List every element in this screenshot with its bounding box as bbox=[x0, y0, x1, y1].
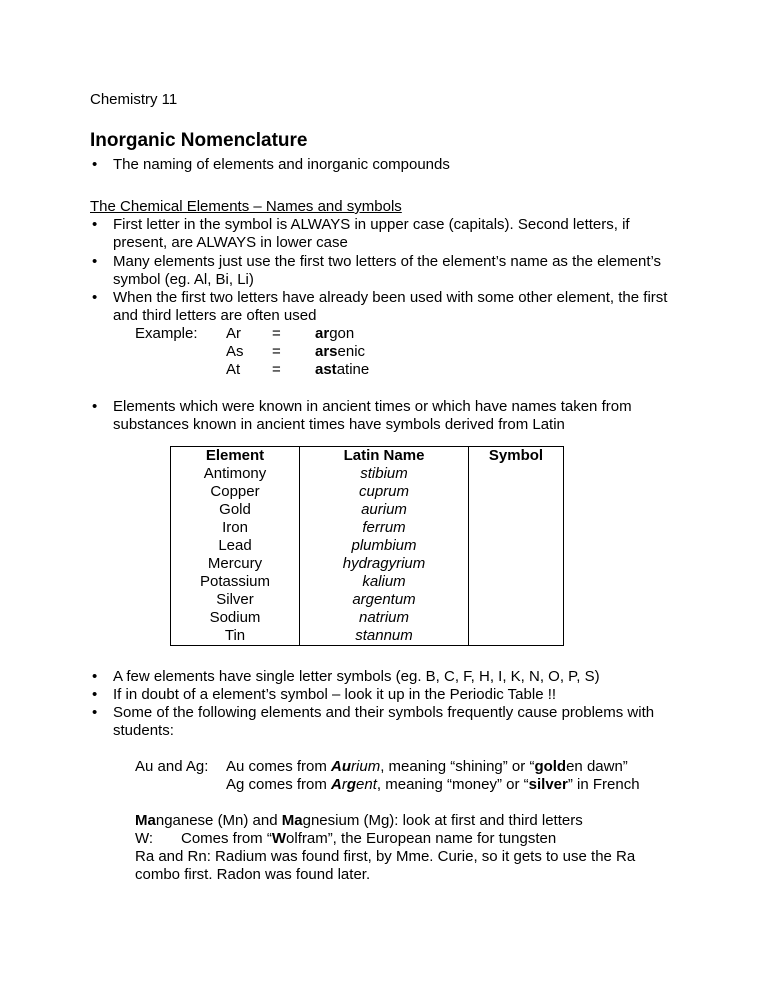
table-row bbox=[171, 627, 564, 646]
cell-latin: stibium bbox=[300, 465, 469, 483]
table-header-row bbox=[171, 447, 564, 466]
cell-latin: ferrum bbox=[300, 519, 469, 537]
table-row bbox=[171, 465, 564, 483]
latin-names-table bbox=[170, 446, 564, 646]
cell-element: Mercury bbox=[171, 555, 300, 573]
table-row bbox=[171, 573, 564, 591]
bullet-dot: • bbox=[92, 686, 98, 703]
more-bullet-1: A few elements have single letter symbols (eg. B, C, F, H, I, K, N, O, P, S) bbox=[113, 668, 600, 685]
example-equals: = bbox=[272, 325, 281, 342]
cell-latin: argentum bbox=[300, 591, 469, 609]
table-row bbox=[171, 501, 564, 519]
cell-symbol bbox=[469, 465, 564, 483]
rule-3-line-1: When the first two letters have already been used with some other element, the first bbox=[113, 289, 668, 306]
cell-symbol bbox=[469, 591, 564, 609]
cell-latin: plumbium bbox=[300, 537, 469, 555]
bullet-dot: • bbox=[92, 289, 98, 306]
au-line: Au comes from Aurium, meaning “shining” or “golden dawn” bbox=[226, 758, 628, 775]
w-label: W: bbox=[135, 830, 154, 847]
more-bullet-3-line-1: Some of the following elements and their symbols frequently cause problems with bbox=[113, 704, 655, 721]
cell-latin: kalium bbox=[300, 573, 469, 591]
table-row bbox=[171, 555, 564, 573]
cell-element: Iron bbox=[171, 519, 300, 537]
cell-element: Tin bbox=[171, 627, 300, 646]
cell-symbol bbox=[469, 627, 564, 646]
cell-element: Copper bbox=[171, 483, 300, 501]
example-name: astatine bbox=[315, 361, 370, 378]
cell-symbol bbox=[469, 609, 564, 627]
bullet-dot: • bbox=[92, 253, 98, 270]
bullet-dot: • bbox=[92, 216, 98, 233]
example-label: Example: bbox=[135, 325, 198, 342]
cell-symbol bbox=[469, 501, 564, 519]
rule-2-line-2: symbol (eg. Al, Bi, Li) bbox=[113, 271, 254, 288]
page-title: Inorganic Nomenclature bbox=[90, 130, 308, 151]
cell-latin: cuprum bbox=[300, 483, 469, 501]
cell-element: Silver bbox=[171, 591, 300, 609]
table-row bbox=[171, 609, 564, 627]
latin-bullet-line-2: substances known in ancient times have symbols derived from Latin bbox=[113, 416, 565, 433]
bullet-dot: • bbox=[92, 704, 98, 721]
table-row bbox=[171, 483, 564, 501]
latin-bullet-line-1: Elements which were known in ancient times or which have names taken from bbox=[113, 398, 632, 415]
header-symbol: Symbol bbox=[469, 447, 564, 466]
example-symbol: As bbox=[226, 343, 244, 360]
bullet-dot: • bbox=[92, 668, 98, 685]
cell-latin: stannum bbox=[300, 627, 469, 646]
rule-2-line-1: Many elements just use the first two letters of the element’s name as the element’s bbox=[113, 253, 662, 270]
cell-latin: aurium bbox=[300, 501, 469, 519]
cell-symbol bbox=[469, 555, 564, 573]
example-equals: = bbox=[272, 361, 281, 378]
cell-element: Sodium bbox=[171, 609, 300, 627]
cell-element: Lead bbox=[171, 537, 300, 555]
rule-3-line-2: and third letters are often used bbox=[113, 307, 317, 324]
rule-1-line-1: First letter in the symbol is ALWAYS in upper case (capitals). Second letters, if bbox=[113, 216, 630, 233]
more-bullet-2: If in doubt of a element’s symbol – look it up in the Periodic Table !! bbox=[113, 686, 557, 703]
cell-symbol bbox=[469, 573, 564, 591]
cell-element: Antimony bbox=[171, 465, 300, 483]
example-symbol: Ar bbox=[226, 325, 241, 342]
w-line: Comes from “Wolfram”, the European name for tungsten bbox=[181, 830, 557, 847]
bullet-dot: • bbox=[92, 156, 98, 173]
example-equals: = bbox=[272, 343, 281, 360]
table-row bbox=[171, 537, 564, 555]
cell-symbol bbox=[469, 483, 564, 501]
cell-symbol bbox=[469, 519, 564, 537]
cell-latin: natrium bbox=[300, 609, 469, 627]
cell-latin: hydragyrium bbox=[300, 555, 469, 573]
header-latin-name: Latin Name bbox=[300, 447, 469, 466]
ra-rn-line-2: combo first. Radon was found later. bbox=[135, 866, 371, 883]
cell-element: Potassium bbox=[171, 573, 300, 591]
more-bullet-3-line-2: students: bbox=[113, 722, 174, 739]
table-row bbox=[171, 519, 564, 537]
cell-symbol bbox=[469, 537, 564, 555]
au-ag-label: Au and Ag: bbox=[135, 758, 209, 775]
intro-bullet-text: The naming of elements and inorganic compounds bbox=[113, 156, 450, 173]
ra-rn-line-1: Ra and Rn: Radium was found first, by Mme. Curie, so it gets to use the Ra bbox=[135, 848, 636, 865]
header-element: Element bbox=[171, 447, 300, 466]
mn-mg-line: Manganese (Mn) and Magnesium (Mg): look at first and third letters bbox=[135, 812, 583, 829]
bullet-dot: • bbox=[92, 398, 98, 415]
course-label: Chemistry 11 bbox=[90, 91, 178, 108]
cell-element: Gold bbox=[171, 501, 300, 519]
section-heading: The Chemical Elements – Names and symbols bbox=[90, 198, 402, 215]
rule-1-line-2: present, are ALWAYS in lower case bbox=[113, 234, 348, 251]
table-row bbox=[171, 591, 564, 609]
example-symbol: At bbox=[226, 361, 241, 378]
example-name: arsenic bbox=[315, 343, 366, 360]
ag-line: Ag comes from Argent, meaning “money” or “silver” in French bbox=[226, 776, 640, 793]
example-name: argon bbox=[315, 325, 355, 342]
